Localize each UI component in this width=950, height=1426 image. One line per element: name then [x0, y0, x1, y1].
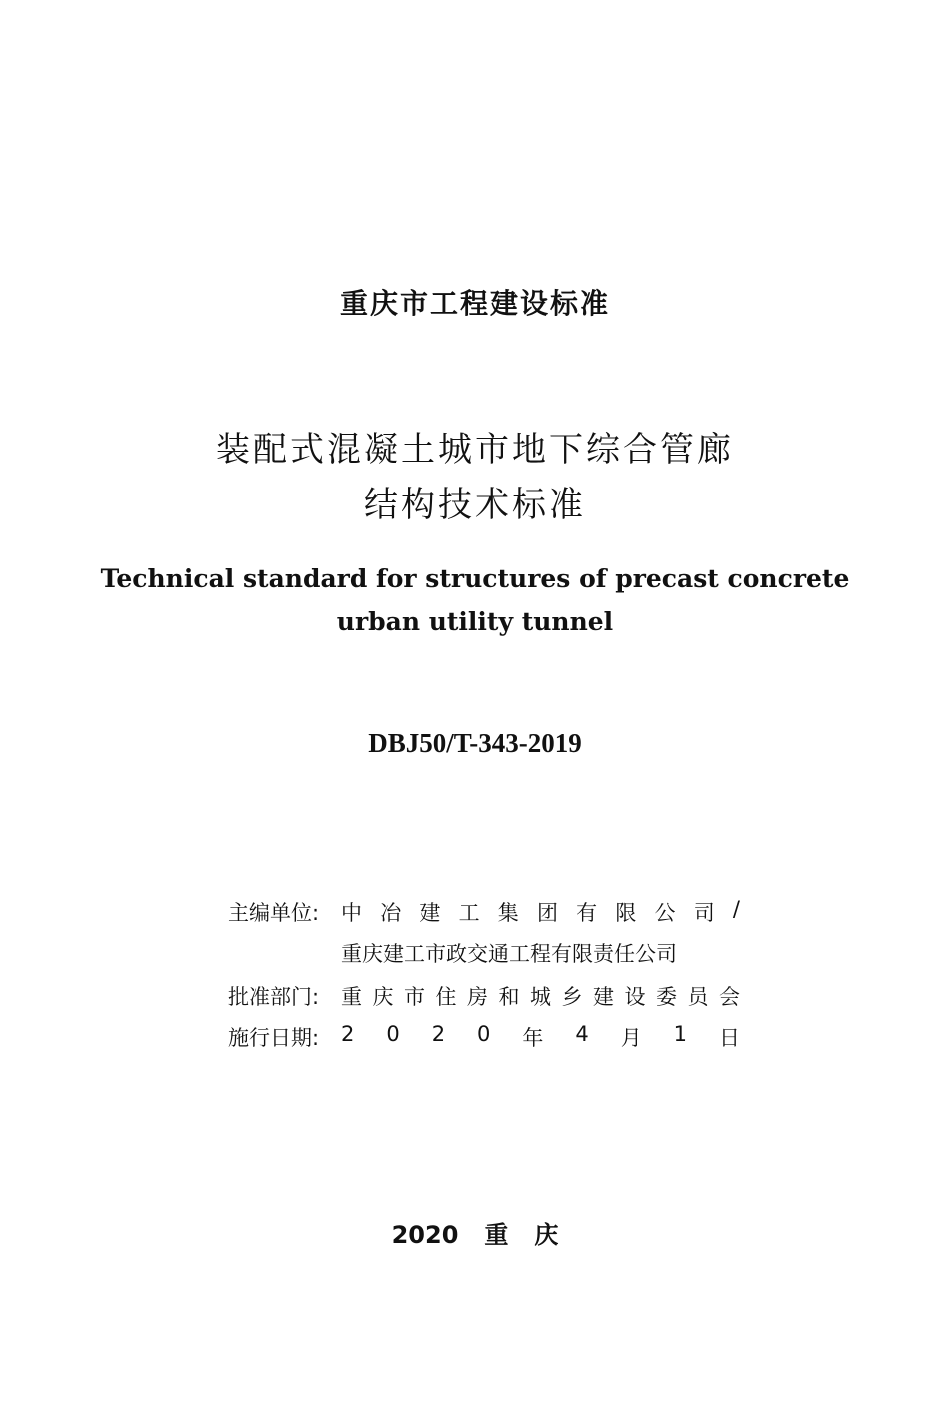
approver-char: 委 [656, 985, 677, 1009]
approver-char: 庆 [372, 985, 394, 1009]
editor-char: 中 [341, 901, 362, 925]
standard-code: DBJ50/T-343-2019 [368, 728, 582, 758]
english-title-line-1: Technical standard for structures of precast concrete [100, 564, 850, 593]
editor-char: 有 [576, 901, 598, 925]
effective-date-label: 施行日期: [228, 1026, 320, 1050]
title-line-2: 结构技术标准 [364, 485, 586, 525]
editor-char: / [732, 897, 740, 921]
publication-footer [0, 1215, 950, 1250]
approver-char: 设 [624, 985, 646, 1009]
editor-label: 主编单位: [228, 901, 320, 925]
effective-date-char: 1 [673, 1022, 688, 1046]
approver-value [341, 981, 740, 1011]
english-title-line-2: urban utility tunnel [336, 607, 614, 636]
approver-char: 乡 [561, 985, 583, 1009]
editor-char: 冶 [380, 901, 402, 925]
publication-city-char: 庆 [534, 1221, 559, 1249]
effective-date-char: 0 [477, 1022, 491, 1046]
approver-char: 城 [530, 985, 551, 1009]
approver-char: 房 [467, 985, 488, 1009]
approver-char: 建 [593, 985, 614, 1009]
approver-char: 员 [687, 985, 709, 1009]
editor-char: 工 [458, 901, 480, 925]
effective-date-char: 2 [431, 1022, 446, 1046]
editor-char: 限 [615, 901, 637, 925]
effective-date-char: 年 [522, 1026, 544, 1050]
publication-city-char: 重 [484, 1221, 509, 1249]
effective-date-char: 月 [620, 1026, 642, 1050]
editor-char: 集 [497, 901, 519, 925]
editor-line-1 [341, 897, 740, 927]
effective-date-char: 日 [719, 1026, 740, 1050]
editor-char: 司 [693, 901, 715, 925]
approver-char: 会 [719, 985, 740, 1009]
approver-label: 批准部门: [228, 985, 320, 1009]
editor-line-2: 重庆建工市政交通工程有限责任公司 [341, 942, 677, 966]
editor-char: 建 [419, 901, 441, 925]
editor-char: 团 [536, 901, 558, 925]
standard-series: 重庆市工程建设标准 [339, 287, 610, 320]
publication-year: 2020 [391, 1221, 459, 1249]
title-line-1: 装配式混凝土城市地下综合管廊 [216, 430, 734, 470]
editor-char: 公 [654, 901, 676, 925]
approver-char: 市 [404, 985, 425, 1009]
approver-char: 住 [435, 985, 457, 1009]
effective-date-char: 2 [341, 1022, 355, 1046]
effective-date-value [341, 1022, 740, 1052]
approver-char: 和 [498, 985, 520, 1009]
effective-date-char: 4 [575, 1022, 589, 1046]
effective-date-char: 0 [386, 1022, 400, 1046]
approver-char: 重 [341, 985, 362, 1009]
